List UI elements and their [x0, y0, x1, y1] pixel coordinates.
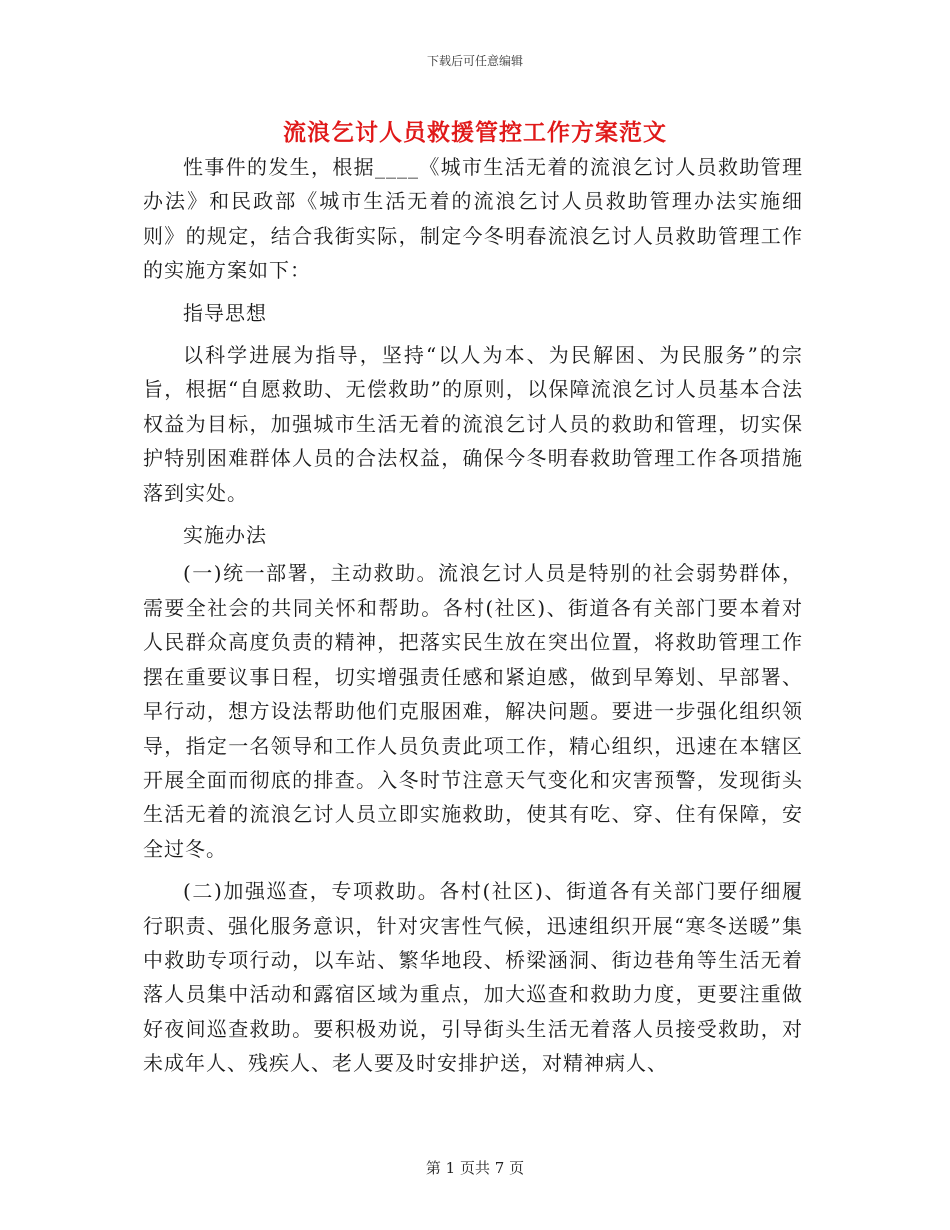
- paragraph-guiding-thought: 以科学进展为指导，坚持“以人为本、为民解困、为民服务”的宗旨，根据“自愿救助、无偿救助”的原则，以保障流浪乞讨人员基本合法权益为目标，加强城市生活无着的流浪乞讨人员的救助和管理，切实保护特别困难群体人员的合法权益，确保今冬明春救助管理工作各项措施落到实处。: [143, 343, 803, 505]
- section-heading-implementation: 实施办法: [183, 523, 267, 548]
- page-header: 下载后可任意编辑: [426, 54, 523, 68]
- paragraph-item-1: (一)统一部署，主动救助。流浪乞讨人员是特别的社会弱势群体，需要全社会的共同关怀和帮助。各村(社区)、街道各有关部门要本着对人民群众高度负责的精神，把落实民生放在突出位置，将救助管理工作摆在重要议事日程，切实增强责任感和紧迫感，做到早筹划、早部署、早行动，想方设法帮助他们克服困难，解决问题。要进一步强化组织领导，指定一名领导和工作人员负责此项工作，精心组织，迅速在本辖区开展全面而彻底的排查。入冬时节注意天气变化和灾害预警，发现街头生活无着的流浪乞讨人员立即实施救助，使其有吃、穿、住有保障，安全过冬。: [143, 561, 803, 861]
- document-body: [143, 150, 803, 1081]
- section-heading-guiding-thought: 指导思想: [183, 300, 267, 325]
- paragraph-item-2: (二)加强巡查，专项救助。各村(社区)、街道各有关部门要仔细履行职责、强化服务意识，针对灾害性气候，迅速组织开展“寒冬送暖”集中救助专项行动，以车站、繁华地段、桥梁涵洞、街边巷角等生活无着落人员集中活动和露宿区域为重点，加大巡查和救助力度，更要注重做好夜间巡查救助。要积极劝说，引导街头生活无着落人员接受救助，对未成年人、残疾人、老人要及时安排护送，对精神病人、: [143, 879, 803, 1076]
- document-title: 流浪乞讨人员救援管控工作方案范文: [283, 119, 667, 146]
- paragraph-intro: 性事件的发生，根据____《城市生活无着的流浪乞讨人员救助管理办法》和民政部《城市生活无着的流浪乞讨人员救助管理办法实施细则》的规定，结合我街实际，制定今冬明春流浪乞讨人员救助管理工作的实施方案如下：: [143, 155, 803, 283]
- page-footer: 第 1 页共 7 页: [425, 1159, 525, 1177]
